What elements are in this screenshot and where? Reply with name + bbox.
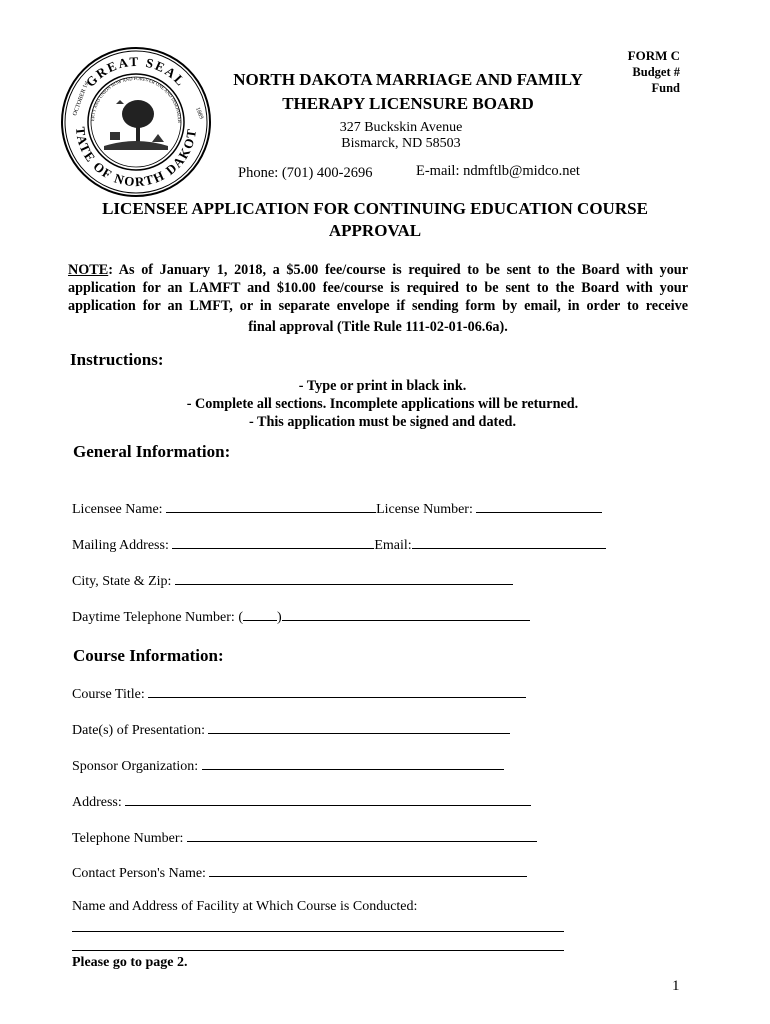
title-line-1: LICENSEE APPLICATION FOR CONTINUING EDUCATION COURSE <box>102 199 648 218</box>
budget-label: Budget # <box>632 65 680 79</box>
svg-text:STATE OF NORTH DAKOTA: TATE OF NORTH DAKOT <box>72 126 200 190</box>
city-state-zip-field[interactable] <box>175 571 513 585</box>
state-seal <box>60 46 212 198</box>
presentation-dates-label: Date(s) of Presentation: <box>72 723 205 738</box>
licensee-name-field[interactable] <box>166 499 376 513</box>
email-field[interactable] <box>412 535 606 549</box>
note-line-2: application for an LAMFT and $10.00 fee/course is required to be sent to the Board with your <box>68 280 688 296</box>
form-id: FORM C <box>627 48 680 63</box>
course-address-row <box>72 792 531 811</box>
city-state-zip-label: City, State & Zip: <box>72 574 172 589</box>
daytime-phone-row <box>72 607 530 626</box>
licensee-name-label: Licensee Name: <box>72 502 163 517</box>
license-number-label: License Number: <box>376 502 473 517</box>
note-line-1-text: : As of January 1, 2018, a $5.00 fee/course is required to be sent to the Board with your <box>108 262 688 278</box>
daytime-phone-label: Daytime Telephone Number: ( <box>72 610 243 625</box>
course-title-field[interactable] <box>148 684 526 698</box>
course-telephone-row <box>72 828 537 847</box>
course-info-heading: Course Information: <box>73 646 224 665</box>
continue-note: Please go to page 2. <box>72 955 188 970</box>
mailing-address-row <box>72 535 606 554</box>
sponsor-label: Sponsor Organization: <box>72 759 199 774</box>
organization-phone: Phone: (701) 400-2696 <box>238 165 373 181</box>
fee-note <box>68 261 688 336</box>
course-address-label: Address: <box>72 795 122 810</box>
course-title-label: Course Title: <box>72 687 145 702</box>
instructions-list <box>120 377 645 431</box>
presentation-dates-row <box>72 720 510 739</box>
address-city: Bismarck, ND 58503 <box>341 136 461 151</box>
page-number: 1 <box>672 978 680 994</box>
area-code-field[interactable] <box>243 607 277 621</box>
license-number-field[interactable] <box>476 499 602 513</box>
mailing-address-field[interactable] <box>172 535 374 549</box>
title-line-2: APPROVAL <box>328 221 422 240</box>
facility-field-line-1[interactable] <box>72 931 564 932</box>
address-street: 327 Buckskin Avenue <box>339 120 463 135</box>
organization-address <box>286 120 516 152</box>
sponsor-row <box>72 756 504 775</box>
licensee-name-row <box>72 499 602 518</box>
general-info-heading: General Information: <box>73 442 231 461</box>
note-line-4: final approval (Title Rule 111-02-01-06.6a). <box>248 319 508 335</box>
org-name-line-2: THERAPY LICENSURE BOARD <box>282 94 534 113</box>
instruction-item: - This application must be signed and dated. <box>248 414 516 430</box>
mailing-address-label: Mailing Address: <box>72 538 169 553</box>
sponsor-field[interactable] <box>202 756 504 770</box>
organization-name <box>208 68 608 116</box>
daytime-phone-field[interactable] <box>282 607 530 621</box>
svg-text:1889: 1889 <box>194 106 204 120</box>
org-name-line-1: NORTH DAKOTA MARRIAGE AND FAMILY <box>233 70 583 89</box>
fund-label: Fund <box>651 81 680 95</box>
svg-text:GREAT SEAL: GREAT SEAL <box>82 53 190 90</box>
note-line-3: application for an LMFT, or in separate envelope if sending form by email, in order to receive <box>68 298 688 314</box>
presentation-dates-field[interactable] <box>208 720 510 734</box>
note-line-1 <box>68 261 688 279</box>
seal-icon <box>60 46 212 198</box>
facility-field-line-2[interactable] <box>72 950 564 951</box>
facility-label: Name and Address of Facility at Which Course is Conducted: <box>72 899 418 914</box>
email-label: Email: <box>374 538 412 553</box>
organization-email: E-mail: ndmftlb@midco.net <box>416 163 580 179</box>
contact-person-row <box>72 863 527 882</box>
city-state-zip-row <box>72 571 513 590</box>
instruction-item: - Complete all sections. Incomplete applications will be returned. <box>186 396 579 412</box>
instruction-item: - Type or print in black ink. <box>298 378 467 394</box>
course-address-field[interactable] <box>125 792 531 806</box>
course-telephone-label: Telephone Number: <box>72 831 184 846</box>
course-title-row <box>72 684 526 703</box>
svg-text:OCTOBER 1st: OCTOBER 1st <box>72 80 91 117</box>
instructions-heading: Instructions: <box>70 350 164 369</box>
daytime-phone-paren-close: ) <box>277 610 282 625</box>
page-title <box>60 198 690 242</box>
contact-person-field[interactable] <box>209 863 527 877</box>
course-telephone-field[interactable] <box>187 828 537 842</box>
form-meta <box>606 48 680 96</box>
svg-text:LIBERTY AND UNION NOW AND FORE: ERTY AND UNION NOW AND FOREVER ONE AND INSEPARAB <box>89 75 183 123</box>
contact-person-label: Contact Person's Name: <box>72 866 206 881</box>
note-label: NOTE <box>68 262 109 278</box>
